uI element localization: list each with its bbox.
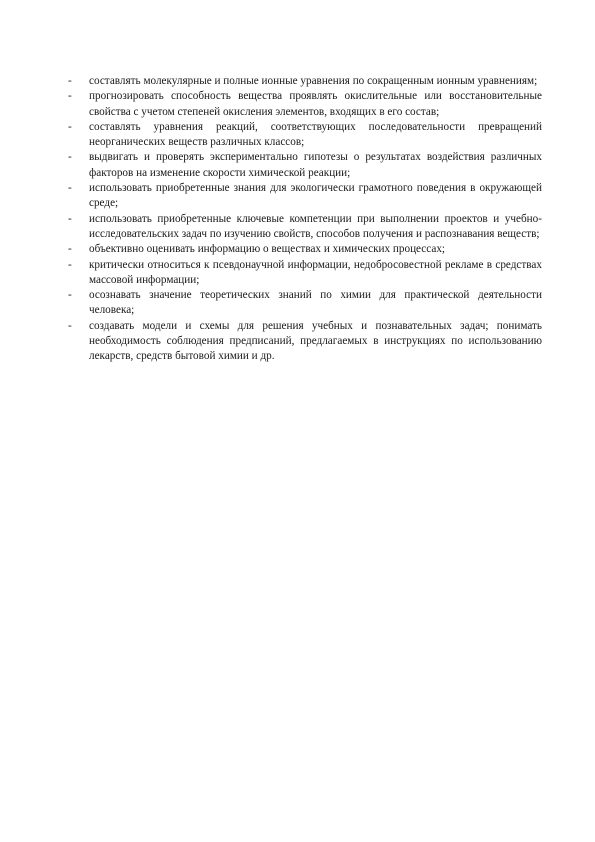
- list-item-text: объективно оценивать информацию о веществах и химических процессах;: [89, 243, 446, 256]
- list-item: [68, 150, 542, 181]
- list-item: [68, 212, 542, 243]
- list-item: [68, 319, 542, 365]
- list-item: [68, 74, 542, 89]
- list-bullet: -: [68, 319, 72, 332]
- list-item-text: создавать модели и схемы для решения учебных и познавательных задач; понимать необходимость соблюдения предписаний, предлагаемых в инструкциях по использованию лекарств, средств бытовой химии и др.: [89, 319, 542, 363]
- requirements-list: [68, 74, 542, 365]
- list-item-text: использовать приобретенные знания для экологически грамотного поведения в окружающей среде;: [89, 182, 542, 210]
- list-bullet: -: [68, 212, 72, 225]
- list-bullet: -: [68, 182, 72, 195]
- list-item-text: составлять молекулярные и полные ионные уравнения по сокращенным ионным уравнениям;: [89, 75, 538, 87]
- list-item-text: прогнозировать способность вещества проявлять окислительные или восстановительные свойства с учетом степеней окисления элементов, входящих в его состав;: [89, 90, 542, 118]
- list-bullet: -: [68, 75, 72, 87]
- list-bullet: -: [68, 258, 72, 271]
- list-bullet: -: [68, 289, 72, 302]
- list-item: [68, 288, 542, 319]
- list-item-text: осознавать значение теоретических знаний по химии для практической деятельности человека;: [89, 289, 542, 317]
- list-bullet: -: [68, 90, 72, 103]
- list-item-text: критически относиться к псевдонаучной информации, недобросовестной рекламе в средствах массовой информации;: [89, 258, 542, 286]
- list-item: [68, 258, 542, 289]
- list-item: [68, 89, 542, 120]
- list-bullet: -: [68, 120, 72, 133]
- list-bullet: -: [68, 151, 72, 164]
- list-bullet: -: [68, 243, 72, 256]
- list-item: [68, 242, 542, 257]
- list-item-text: составлять уравнения реакций, соответствующих последовательности превращений неорганических веществ различных классов;: [89, 120, 542, 149]
- list-item-text: выдвигать и проверять экспериментально гипотезы о результатах воздействия различных факторов на изменение скорости химической реакции;: [89, 151, 542, 179]
- list-item: [68, 120, 542, 151]
- list-item: [68, 181, 542, 212]
- list-item-text: использовать приобретенные ключевые компетенции при выполнении проектов и учебно-исследовательских задач по изучению свойств, способов получения и распознавания веществ;: [89, 212, 542, 240]
